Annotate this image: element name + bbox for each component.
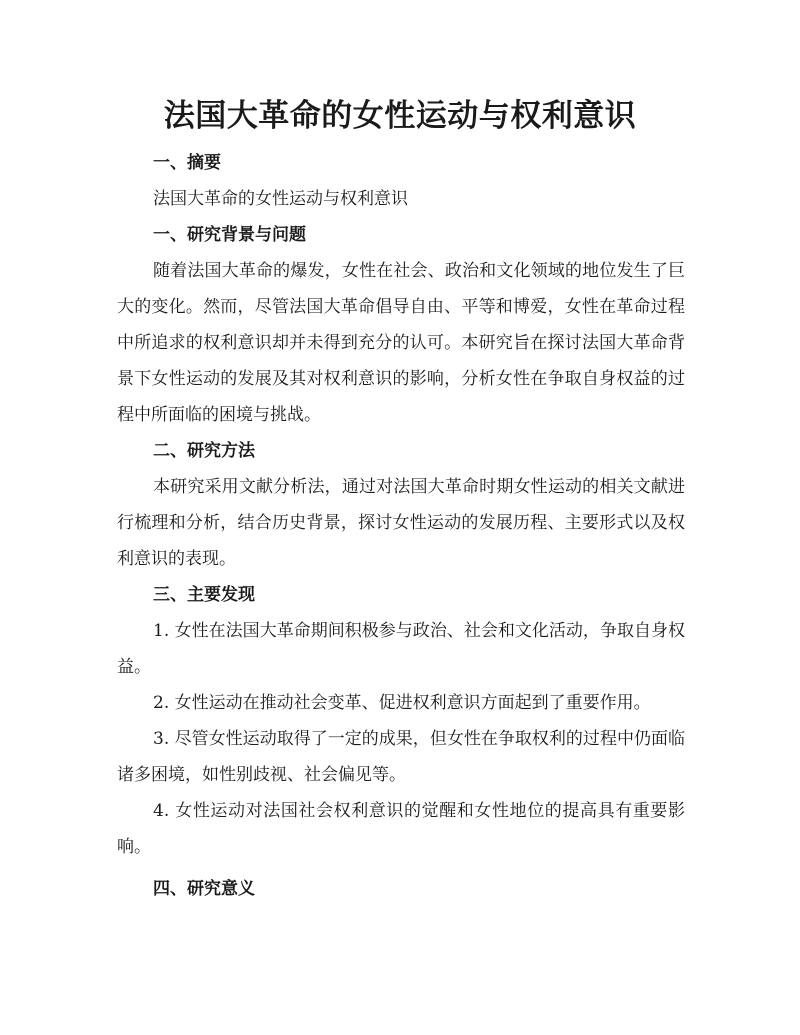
finding-item-2: 2. 女性运动在推动社会变革、促进权利意识方面起到了重要作用。 — [153, 693, 651, 713]
methods-paragraph: 本研究采用文献分析法，通过对法国大革命时期女性运动的相关文献进行梳理和分析，结合历史背景，探讨女性运动的发展历程、主要形式以及权利意识的表现。 — [117, 477, 685, 569]
background-paragraph: 随着法国大革命的爆发，女性在社会、政治和文化领域的地位发生了巨大的变化。然而，尽管法国大革命倡导自由、平等和博爱，女性在革命过程中所追求的权利意识却并未得到充分的认可。本研究旨在探讨法国大革命背景下女性运动的发展及其对权利意识的影响，分析女性在争取自身权益的过程中所面临的困境与挑战。 — [117, 261, 685, 425]
finding-item-1: 1. 女性在法国大革命期间积极参与政治、社会和文化活动，争取自身权益。 — [117, 621, 685, 677]
section-heading-significance: 四、研究意义 — [153, 879, 255, 899]
document-body — [117, 145, 685, 907]
section-heading-findings: 三、主要发现 — [153, 585, 255, 605]
abstract-paragraph: 法国大革命的女性运动与权利意识 — [153, 189, 408, 209]
section-heading-abstract: 一、摘要 — [153, 153, 221, 173]
finding-item-4: 4. 女性运动对法国社会权利意识的觉醒和女性地位的提高具有重要影响。 — [117, 801, 685, 857]
document-title: 法国大革命的女性运动与权利意识 — [163, 98, 637, 134]
section-heading-background: 一、研究背景与问题 — [153, 225, 306, 245]
section-heading-methods: 二、研究方法 — [153, 441, 255, 461]
finding-item-3: 3. 尽管女性运动取得了一定的成果，但女性在争取权利的过程中仍面临诸多困境，如性别歧视、社会偏见等。 — [117, 729, 685, 785]
